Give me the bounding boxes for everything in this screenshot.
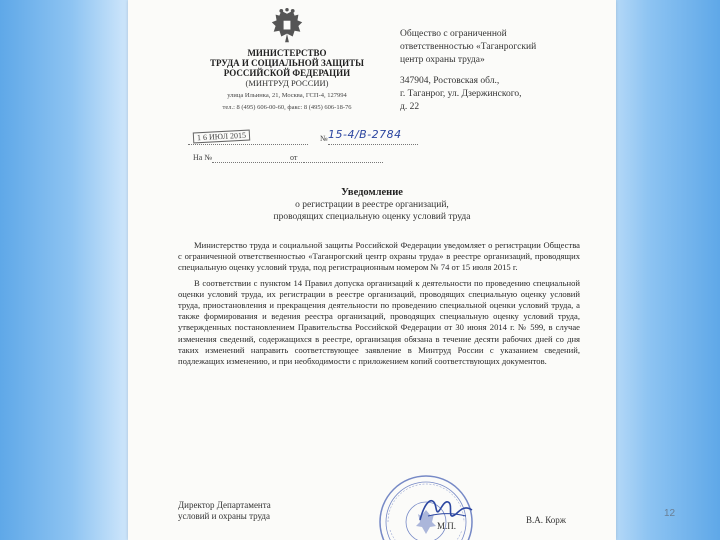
signer-position-line: условий и охраны труда: [178, 511, 270, 521]
body-paragraph-1: Министерство труда и социальной защиты Российской Федерации уведомляет о регистрации Общества с ограниченной ответственностью «Таганрогский центр охраны труда» в реестре организаций, проводящих специальную оценку условий труда, под регистрационным номером № 74 от 15 июля 2015 г.: [178, 240, 580, 273]
recipient-line: центр охраны труда»: [400, 55, 485, 65]
signer-position-line: Директор Департамента: [178, 500, 271, 510]
recipient-address: д. 22: [400, 102, 420, 112]
document-title: [128, 186, 616, 223]
document-body: [178, 240, 580, 367]
coat-of-arms-icon: [268, 8, 306, 46]
recipient-address: г. Таганрог, ул. Дзержинского,: [400, 89, 522, 99]
ministry-name-line2: ТРУДА И СОЦИАЛЬНОЙ ЗАЩИТЫ: [209, 58, 365, 68]
title-heading: Уведомление: [341, 187, 403, 198]
ministry-address: улица Ильинка, 21, Москва, ГСП-4, 127994: [227, 92, 347, 99]
recipient-address: 347904, Ростовская обл.,: [400, 76, 500, 86]
recipient-line: ответственностью «Таганрогский: [400, 42, 537, 52]
ministry-header: [196, 8, 378, 111]
title-subline: о регистрации в реестре организаций,: [295, 200, 449, 210]
date-underline: [188, 143, 308, 145]
from-underline: [303, 161, 383, 163]
recipient-block: [400, 28, 610, 114]
body-paragraph-2: В соответствии с пунктом 14 Правил допуска организаций к деятельности по проведению специальной оценки условий труда, их регистрации в реестре организаций, проводящих специальную оценку условий труда, приостановления и прекращения деятельности по проведению специальной оценки условий труда, а также формирования и ведения реестра организаций, проводящих специальную оценку условий труда, утвержденных постановлением Правительства Российской Федерации от 30 июня 2014 г. № 599, в случае изменения сведений, содержащихся в реестре, организация обязана в течение десяти рабочих дней со дня таких изменений направить соответствующее заявление в Минтруд России с указанием сведений, подлежащих изменению, и при необходимости с приложением копий соответствующих документов.: [178, 277, 580, 367]
slide-page-number: 12: [664, 508, 676, 519]
ministry-name-line1: МИНИСТЕРСТВО: [247, 48, 327, 58]
ministry-name-line3: РОССИЙСКОЙ ФЕДЕРАЦИИ: [223, 68, 351, 78]
ministry-phone: тел.: 8 (495) 606-00-60, факс: 8 (495) 606-18-76: [222, 103, 352, 111]
on-number-underline: [212, 161, 302, 163]
on-number-label: На №: [193, 153, 212, 162]
number-label: №: [320, 134, 328, 143]
ministry-short-name: (МИНТРУД РОССИИ): [245, 78, 329, 88]
handwritten-reg-number: 15-4/В-2784: [328, 128, 402, 141]
recipient-line: Общество с ограниченной: [400, 29, 507, 39]
date-stamp: 1 6 ИЮЛ 2015: [193, 130, 251, 144]
title-subline: проводящих специальную оценку условий труда: [273, 212, 471, 222]
document-page: [128, 0, 616, 540]
signer-position: [178, 500, 271, 522]
signer-name: В.А. Корж: [526, 515, 567, 525]
seal-place-label: М.П.: [437, 521, 457, 531]
from-label: от: [290, 153, 298, 162]
number-underline: [328, 143, 418, 145]
